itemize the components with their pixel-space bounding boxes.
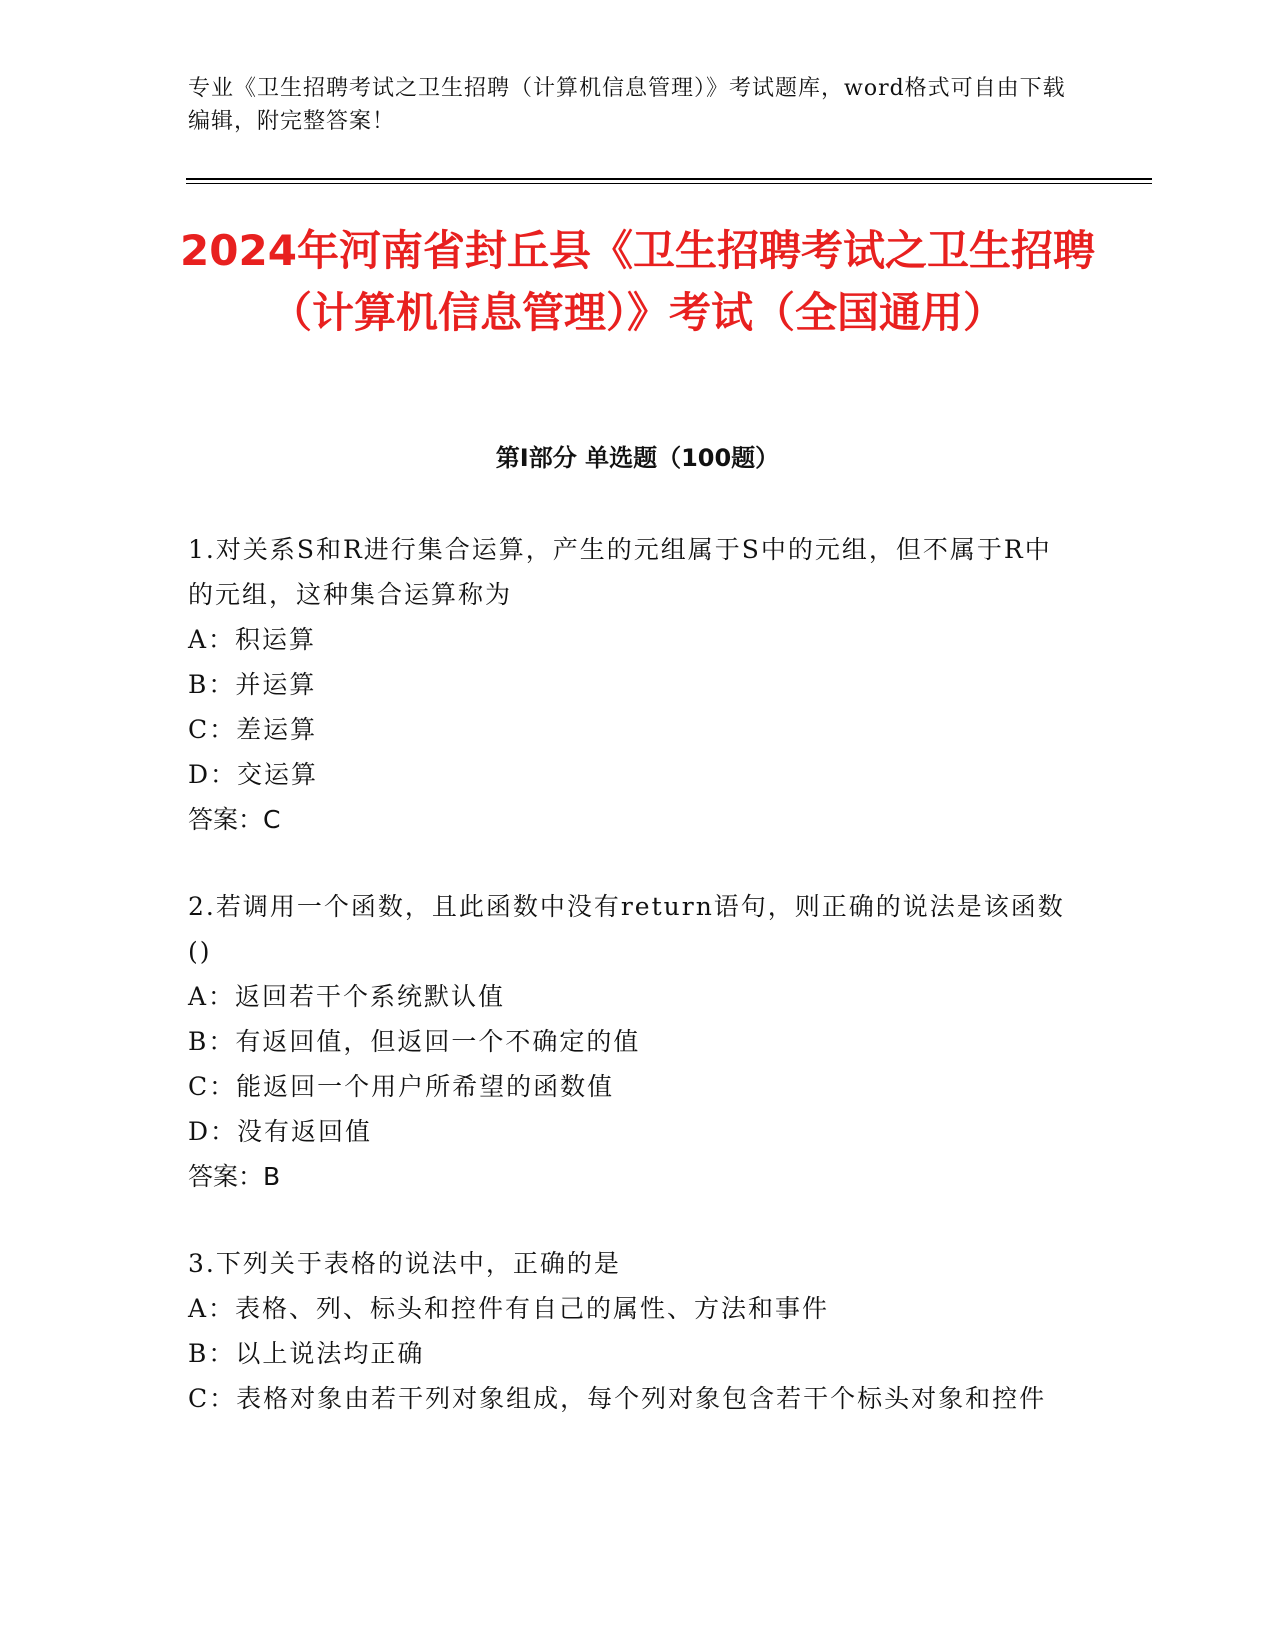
question-answer: 答案：C: [188, 805, 281, 834]
question-answer: 答案：B: [188, 1162, 281, 1191]
header-rule-thick: [186, 178, 1152, 180]
question-option-a: A：积运算: [188, 625, 317, 654]
question-option-c: C：能返回一个用户所希望的函数值: [188, 1072, 615, 1101]
question-stem: 3.下列关于表格的说法中，正确的是: [188, 1249, 621, 1278]
header-rule-thin: [186, 183, 1152, 184]
question-3: [188, 1241, 1068, 1421]
question-option-d: D：没有返回值: [188, 1117, 373, 1146]
question-option-b: B：有返回值，但返回一个不确定的值: [188, 1027, 641, 1056]
question-option-b: B：以上说法均正确: [188, 1339, 425, 1368]
section-title: 第I部分 单选题（100题）: [495, 444, 780, 472]
header-note: 专业《卫生招聘考试之卫生招聘（计算机信息管理）》考试题库，word格式可自由下载编辑，附完整答案！: [188, 76, 1066, 134]
question-list: [188, 527, 1068, 1463]
document-title: 2024年河南省封丘县《卫生招聘考试之卫生招聘（计算机信息管理）》考试（全国通用）: [180, 226, 1095, 337]
question-option-c: C：表格对象由若干列对象组成，每个列对象包含若干个标头对象和控件: [188, 1384, 1047, 1413]
question-option-a: A：返回若干个系统默认值: [188, 982, 506, 1011]
question-stem: 2.若调用一个函数，且此函数中没有return语句，则正确的说法是该函数(): [188, 892, 1065, 966]
question-option-a: A：表格、列、标头和控件有自己的属性、方法和事件: [188, 1294, 830, 1323]
question-option-b: B：并运算: [188, 670, 317, 699]
question-1: [188, 527, 1068, 842]
question-option-c: C：差运算: [188, 715, 318, 744]
question-2: [188, 884, 1068, 1199]
question-option-d: D：交运算: [188, 760, 319, 789]
question-stem: 1.对关系S和R进行集合运算，产生的元组属于S中的元组，但不属于R中的元组，这种集合运算称为: [188, 535, 1052, 609]
